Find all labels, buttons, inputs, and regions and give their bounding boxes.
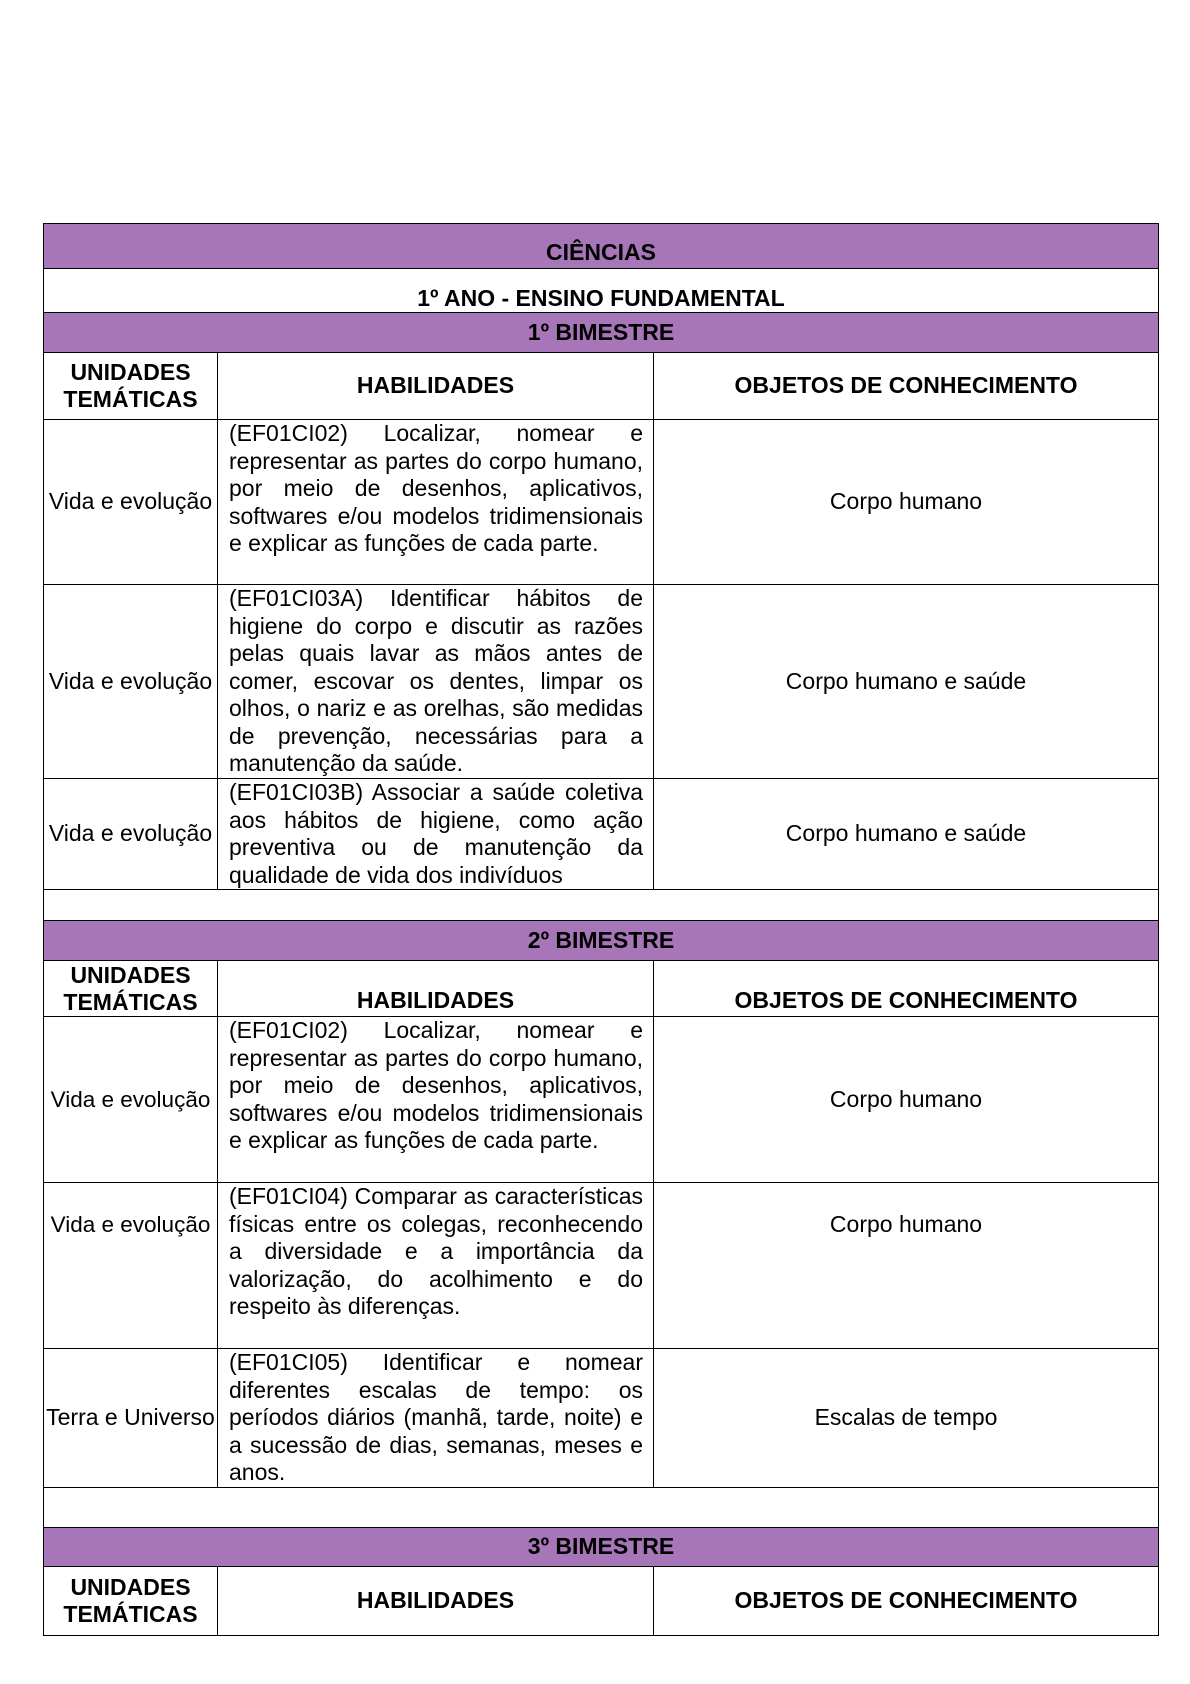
header-skill: HABILIDADES bbox=[218, 1567, 654, 1636]
title-row bbox=[44, 224, 1159, 269]
skill-cell: (EF01CI02) Localizar, nomear e representar as partes do corpo humano, por meio de desenhos, aplicativos, softwares e/ou modelos tridimensionais e explicar as funções de cada parte. bbox=[218, 420, 654, 585]
header-unit: UNIDADES TEMÁTICAS bbox=[44, 961, 218, 1017]
bimester-2-label: 2º BIMESTRE bbox=[44, 921, 1159, 961]
table-row bbox=[44, 1017, 1159, 1183]
header-skill: HABILIDADES bbox=[218, 961, 654, 1017]
unit-cell: Vida e evolução bbox=[44, 1183, 218, 1349]
header-row bbox=[44, 353, 1159, 420]
object-cell: Escalas de tempo bbox=[654, 1349, 1159, 1488]
skill-cell: (EF01CI03B) Associar a saúde coletiva aos hábitos de higiene, como ação preventiva ou de manutenção da qualidade de vida dos indivíduos bbox=[218, 779, 654, 890]
spacer-row bbox=[44, 1488, 1159, 1528]
bimester-3-band bbox=[44, 1528, 1159, 1567]
header-object: OBJETOS DE CONHECIMENTO bbox=[654, 353, 1159, 420]
skill-cell: (EF01CI03A) Identificar hábitos de higiene do corpo e discutir as razões pelas quais lavar as mãos antes de comer, escovar os dentes, limpar os olhos, o nariz e as orelhas, são medidas de prevenção, necessárias para a manutenção da saúde. bbox=[218, 585, 654, 779]
subject-title: CIÊNCIAS bbox=[44, 224, 1159, 269]
skill-cell: (EF01CI05) Identificar e nomear diferentes escalas de tempo: os períodos diários (manhã, tarde, noite) e a sucessão de dias, semanas, meses e anos. bbox=[218, 1349, 654, 1488]
unit-cell: Vida e evolução bbox=[44, 779, 218, 890]
table-row bbox=[44, 585, 1159, 779]
unit-cell: Vida e evolução bbox=[44, 585, 218, 779]
header-unit: UNIDADES TEMÁTICAS bbox=[44, 1567, 218, 1636]
skill-cell: (EF01CI02) Localizar, nomear e representar as partes do corpo humano, por meio de desenhos, aplicativos, softwares e/ou modelos tridimensionais e explicar as funções de cada parte. bbox=[218, 1017, 654, 1183]
bimester-1-label: 1º BIMESTRE bbox=[44, 313, 1159, 353]
header-object: OBJETOS DE CONHECIMENTO bbox=[654, 1567, 1159, 1636]
skill-cell: (EF01CI04) Comparar as características físicas entre os colegas, reconhecendo a diversidade e a importância da valorização, do acolhimento e do respeito às diferenças. bbox=[218, 1183, 654, 1349]
object-cell: Corpo humano e saúde bbox=[654, 779, 1159, 890]
curriculum-table bbox=[43, 223, 1159, 1636]
header-unit: UNIDADES TEMÁTICAS bbox=[44, 353, 218, 420]
header-row bbox=[44, 961, 1159, 1017]
bimester-1-band bbox=[44, 313, 1159, 353]
object-cell: Corpo humano bbox=[654, 420, 1159, 585]
table-row bbox=[44, 779, 1159, 890]
unit-cell: Vida e evolução bbox=[44, 420, 218, 585]
table-row bbox=[44, 1349, 1159, 1488]
unit-cell: Vida e evolução bbox=[44, 1017, 218, 1183]
object-cell: Corpo humano bbox=[654, 1183, 1159, 1349]
subtitle-row bbox=[44, 269, 1159, 313]
object-cell: Corpo humano e saúde bbox=[654, 585, 1159, 779]
header-object: OBJETOS DE CONHECIMENTO bbox=[654, 961, 1159, 1017]
spacer-row bbox=[44, 890, 1159, 921]
object-cell: Corpo humano bbox=[654, 1017, 1159, 1183]
bimester-3-label: 3º BIMESTRE bbox=[44, 1528, 1159, 1567]
unit-cell: Terra e Universo bbox=[44, 1349, 218, 1488]
table-row bbox=[44, 420, 1159, 585]
table-row bbox=[44, 1183, 1159, 1349]
bimester-2-band bbox=[44, 921, 1159, 961]
header-skill: HABILIDADES bbox=[218, 353, 654, 420]
grade-subtitle: 1º ANO - ENSINO FUNDAMENTAL bbox=[44, 269, 1159, 313]
header-row bbox=[44, 1567, 1159, 1636]
